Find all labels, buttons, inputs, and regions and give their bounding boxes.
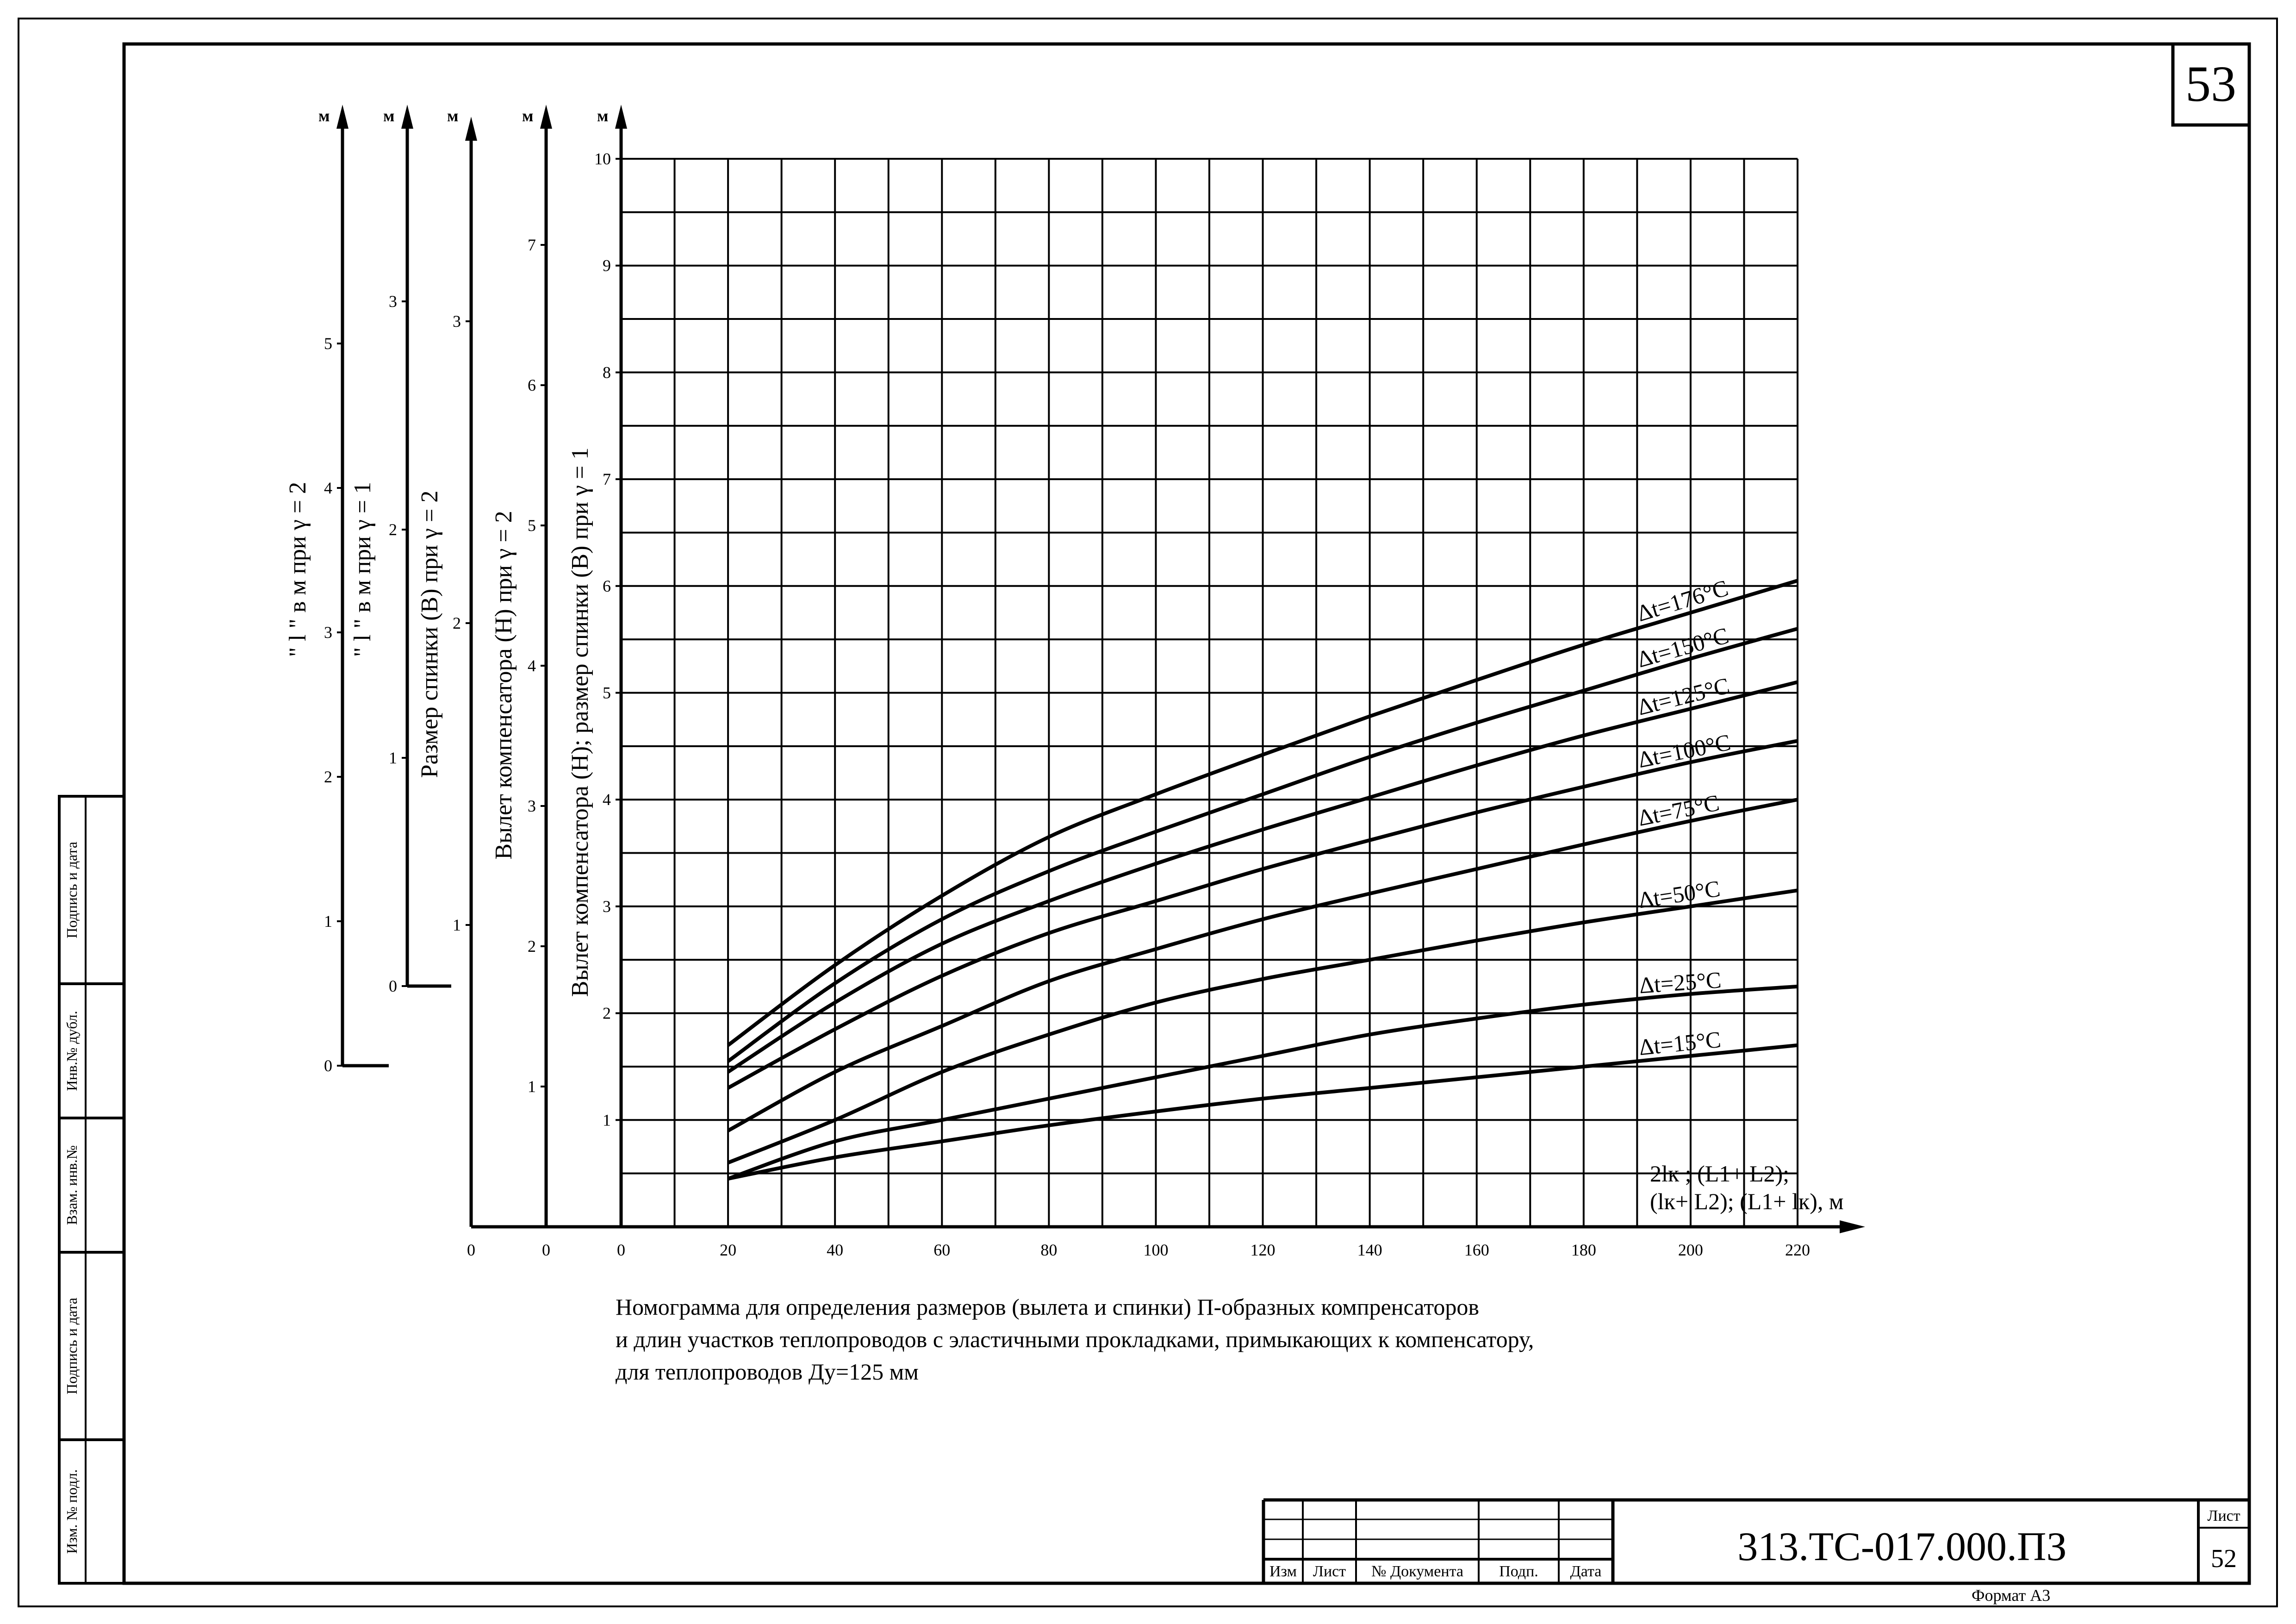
y-axis-label: Вылет компенсатора (Н) при γ = 2 [491, 511, 517, 860]
document-code: 313.ТС-017.000.ПЗ [1737, 1524, 2067, 1569]
series-label: Δt=50°С [1636, 875, 1722, 913]
x-tick-label: 80 [1040, 1241, 1058, 1259]
series-label: Δt=15°С [1637, 1026, 1722, 1061]
y-tick-label: 1 [389, 749, 397, 767]
y-tick-label: 5 [603, 683, 611, 702]
y-tick-label: 3 [603, 897, 611, 916]
y-tick-label: 9 [603, 256, 611, 275]
y-tick-label: 6 [603, 576, 611, 595]
y-tick-label: 0 [389, 977, 397, 995]
drawing-frame [124, 44, 2249, 1583]
side-stamp-label: Изм. № подл. [63, 1469, 80, 1554]
y-tick-label: 2 [453, 614, 461, 632]
y-tick-label: 2 [603, 1004, 611, 1023]
x-tick-label: 0 [617, 1241, 625, 1259]
y-axis-arrow [401, 105, 413, 129]
y-tick-label: 3 [389, 292, 397, 311]
y-tick-label: 7 [603, 470, 611, 489]
x-tick-label: 40 [827, 1241, 844, 1259]
y-axis-arrow [465, 117, 477, 141]
side-stamp-label: Подпись и дата [63, 842, 80, 938]
sheet-number: 52 [2211, 1544, 2237, 1573]
y-axis-label: Вылет компенсатора (Н); размер спинки (В) при γ = 1 [567, 447, 593, 997]
side-stamp-label: Взам. инв.№ [63, 1145, 80, 1225]
y-tick-label: 6 [528, 376, 536, 394]
x-axis-arrow [1840, 1220, 1865, 1233]
format-label: Формат А3 [1972, 1586, 2051, 1605]
y-tick-label: 5 [528, 516, 536, 535]
x-tick-label: 0 [542, 1241, 550, 1259]
caption [616, 1294, 1534, 1385]
stamp-header: Дата [1570, 1563, 1602, 1580]
stamp-header: № Документа [1371, 1563, 1463, 1580]
y-tick-label: 2 [528, 937, 536, 956]
trim-frame [19, 19, 2277, 1606]
y-axis-arrow [540, 105, 552, 129]
y-axis-arrow [336, 105, 348, 129]
series-label: Δt=176°С [1634, 575, 1731, 627]
caption-line-1: Номограмма для определения размеров (вылета и спинки) П-образных компренсаторов [616, 1294, 1479, 1320]
series-label: Δt=125°С [1635, 672, 1732, 720]
series-label: Δt=25°С [1638, 967, 1723, 999]
y-tick-label: 3 [453, 312, 461, 331]
x-axis-label-line-2: (lк+ L2); (L1+ lк), м [1650, 1188, 1844, 1214]
y-tick-label: 4 [324, 479, 332, 497]
y-axis-arrow [615, 105, 627, 129]
y-axis-5 [567, 105, 627, 1227]
x-tick-label: 0 [467, 1241, 475, 1259]
y-axis-label: " l " в м при γ = 1 [349, 481, 376, 657]
x-tick-label: 180 [1571, 1241, 1596, 1259]
page-number-box [2173, 44, 2249, 125]
y-axis-4 [491, 105, 552, 1227]
y-tick-label: 5 [324, 334, 332, 353]
x-axis-label-line-1: 2lк ; (L1+ L2); [1650, 1161, 1790, 1187]
y-tick-label: 3 [528, 797, 536, 815]
y-tick-label: 2 [324, 768, 332, 786]
y-axis-3 [417, 106, 477, 1227]
series-label: Δt=75°С [1636, 789, 1722, 831]
y-axis-unit: м [318, 106, 330, 125]
y-tick-label: 0 [324, 1056, 332, 1075]
x-tick-label: 220 [1785, 1241, 1810, 1259]
y-axis-label: " l " в м при γ = 2 [285, 481, 311, 657]
y-tick-label: 1 [324, 912, 332, 931]
series-label: Δt=150°С [1634, 622, 1732, 673]
y-tick-label: 1 [528, 1077, 536, 1096]
sheet-label: Лист [2207, 1507, 2240, 1524]
stamp-header: Подп. [1499, 1563, 1538, 1580]
series-label: Δt=100°С [1636, 729, 1733, 773]
stamp-header: Лист [1313, 1563, 1346, 1580]
y-tick-label: 2 [389, 520, 397, 539]
x-tick-label: 60 [933, 1241, 951, 1259]
side-stamp-label: Подпись и дата [63, 1298, 80, 1394]
title-block [1263, 1500, 2249, 1583]
y-tick-label: 4 [528, 656, 536, 675]
x-tick-label: 100 [1143, 1241, 1169, 1259]
x-tick-label: 200 [1678, 1241, 1703, 1259]
x-tick-label: 20 [720, 1241, 737, 1259]
caption-line-2: и длин участков теплопроводов с эластичными прокладками, примыкающих к компенсатору, [616, 1326, 1534, 1352]
y-tick-label: 1 [453, 916, 461, 934]
y-axis-label: Размер спинки (В) при γ = 2 [417, 490, 443, 778]
y-tick-label: 1 [603, 1111, 611, 1130]
y-axis-unit: м [447, 106, 459, 125]
nomogram-chart [285, 105, 1865, 1259]
y-tick-label: 7 [528, 236, 536, 254]
y-axis-unit: м [522, 106, 534, 125]
y-tick-label: 10 [594, 150, 611, 168]
side-stamp-label: Инв.№ дубл. [63, 1011, 80, 1091]
x-tick-label: 160 [1464, 1241, 1489, 1259]
stamp-header: Изм [1269, 1563, 1297, 1580]
y-axis-unit: м [597, 106, 609, 125]
caption-line-3: для теплопроводов Ду=125 мм [616, 1359, 919, 1385]
y-axis-unit: м [383, 106, 395, 125]
x-tick-label: 140 [1357, 1241, 1382, 1259]
y-tick-label: 8 [603, 363, 611, 382]
x-tick-label: 120 [1250, 1241, 1276, 1259]
y-tick-label: 3 [324, 623, 332, 642]
page-number: 53 [2185, 56, 2236, 112]
y-tick-label: 4 [603, 790, 611, 809]
side-stamp [59, 796, 124, 1583]
